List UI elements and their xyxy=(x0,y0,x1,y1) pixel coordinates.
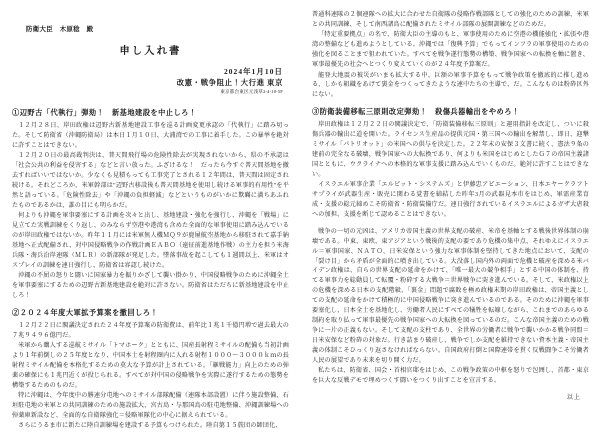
section-1 xyxy=(12,109,289,302)
column-right xyxy=(300,0,600,418)
section-2-paragraph-1: １２月２２日に閣議決定された２４年度予算案の防衛費は、前年比１兆１千億円増で過去最大の７兆９４９６億円だ。 xyxy=(12,322,289,339)
section-4-paragraph-1: 戦争の一切の元凶は、アメリカ帝国主義の世界支配の破産、米帝を基軸とする戦後世界体制の崩壊である。中東、東欧、東アジアという戦後的支配の要であり危機の集中点、それゆえにイスラエル＝軍事国家、ＮＡＴＯ、日米安保という強力な軍事体制を堅持してきた地点において、支配の「裂け目」から矛盾が全面的に噴き出している。大没落し国内外の両面で危機と破産を深める米バイデン政権は、自らの世界支配の延命をかけて、「唯一最大の競争相手」とする中国の体制を、持てる軍事力を総動員して転覆・粉砕する大戦争＝世界戦争に突き進んでいる。そして、米政権以上の危機を深める日本の支配階級、「裏金」問題で腐敗を極め政権末期の岸田政権は、帝国主義としての支配の延命をかけて積極的に中国侵略戦争に突き進んでいるのである。そのために沖縄を軍事要塞化し、日本全土を基地化し、労働者人民にすべての犠牲を転嫁しながら、これまでのあらゆる制約を取り払って軍事最優先の戦争国家への大転換を図っているのだ。こんな帝国主義のための戦争に一片の正義もない。そして支配の支柱であり、全世界の労働者に戦争で襲いかかる戦争同盟＝日米安保など粉砕の対象だ。行き詰まり破産し、戦争でしか支配を維持できない資本主義・帝国主義の体制こそひっくり返さなければならない。自国政府打倒と国際連帯を貫く反戦闘争こそ労働者人民の展望であり未来を切り開く力だ。 xyxy=(312,228,589,364)
section-4 xyxy=(312,228,589,387)
section-1-paragraph-1: １２月２８日、岸田政権は辺野古新基地建設工事を巡る計画変更承認の「代執行」に踏み切った。そして防衛省（沖縄防衛局）は本日１月１０日、大浦湾での工事に着手した。この暴挙を絶対に許すことはできない。 xyxy=(12,122,289,149)
closing-mark: 以上 xyxy=(566,394,581,401)
section-2 xyxy=(12,309,289,432)
section-1-paragraph-4: 沖縄の不屈の怒りと闘いに国家暴力を振りかざして襲い掛かり、中国侵略戦争のために沖縄全土を軍事要塞にするための辺野古新基地建設を絶対に許さない。防衛省はただちに新基地建設を中止しろ！ xyxy=(12,273,289,299)
section-1-paragraph-2: １２月２０日の最高裁判決は、普天間飛行場の危険性除去が実現されないから、県の不承認は「社会公共の利益を侵害する」などと言い放った。ふざけるな！ だったら今すぐ普天間基地を撤去すればいいではないか。少なくも見積もっても工事完了とされる１２年間は、普天間は固定され続ける。それどころか、米軍幹部は"辺野古移設後も普天間基地を使用し続ける軍事的有用性"を平然と語っている。「危険性除去」や「沖縄の負担軽減」などというものがいかに欺瞞に満ちあふれたものであるかは、誰の目にも明らかだ。 xyxy=(12,153,289,209)
section-divider-3 xyxy=(312,221,589,228)
organization-address: 東京都台東区元浅草2-4-10-5F xyxy=(220,89,283,95)
section-divider-1 xyxy=(12,302,289,309)
section-3-paragraph-2: イスラエル軍事企業「エルビット・システムズ」と伊藤忠アビエーション、日本エヤークラフトサプライが武器生産・販売に関わる覚書を締結した昨年3月の武器見本市をはじめ、軍需産業育成・支援の総元締めこそ防衛省・防衛装備庁だ。連日強行されているイスラエルによるガザ大虐殺への加担、支援を断じて認めることはできない。 xyxy=(312,182,589,218)
section-1-heading: ①辺野古「代執行」弾劾！ 新基地建設を中止しろ！ xyxy=(12,109,197,118)
section-1-paragraph-3: 何よりも沖縄を軍事要塞にする計画を次々と出し、基地建設・強化を強行し、沖縄を「戦場」に見立てた実戦訓練をくり返し、のみならず空港や港湾も含めた全面的な軍事使用に踏み込んでいるのが岸田政権ではないか。昨年１１月には米軍無人機ＭＱ９が鹿屋航空基地から移駐されて嘉手納基地へ正式配備され、対中国侵略戦争の作戦計画ＥＡＢＯ（遠征前進基地作戦）の主力を担う米海兵隊・海兵沿岸連隊（ＭＬＲ）の新部隊が発足した。墜落事故を起こしても１週間以上、米軍はオスプレイの訓練を連日強行し、防衛省は容認し続けた。 xyxy=(12,213,289,269)
section-2-paragraph-4: さらにうるま市に新たに陸自訓練場を建設する予算もつけられた。陸自第１５旅団の師団化、 xyxy=(18,423,282,430)
section-2-continued xyxy=(312,11,589,101)
column-left xyxy=(0,0,300,430)
section-3-paragraph-1: 岸田政権は１２月２２日の閣議決定で、「防衛装備移転三原則」と運用指針を改定し、ついに殺傷兵器の輸出に道を開いた。ライセンス生産品の提供元国・第三国への輸出を解禁し、即日、迎撃ミサイル「パトリオット」の米国への供与を決定した。２２年末の安保３文書に続く、憲法９条の建前の完全なる破壊、戦争国家への大転換であり、何よりも米国をはじめとしたＧ７の帝国主義諸国とともに、ウクライナへの本格的な軍事支援に踏み込んでいくものだ。絶対に許すことはできない。 xyxy=(312,122,589,178)
section-2-paragraph-3: 特に沖縄は、今年度中の勝連分屯地へのミサイル部隊配備（連隊本部設置）に伴う施設整備、石垣駐屯地の米軍との共同訓練のための施設拡大、宮古島・与那国島の駐屯地整備、沖縄訓練場への弾薬庫新設など、全面的な自衛隊強化＝侵略軍隊化の中心に据えられている。 xyxy=(12,393,289,419)
section-2-cont-paragraph-1: 普通科連隊の２個連隊への拡大に合わせた自衛隊の侵略作戦部隊としての強化のための訓練、米軍との共同訓練、そして南西諸島に配備されたミサイル部隊の展開訓練などのためだ。 xyxy=(312,12,589,28)
section-2-cont-paragraph-3: 能登大地震の被災がいまも拡大する中、巨額の軍事予算をもって戦争政策を徹底的に推し進める、しかも組織をあげて裏金をつくってきたような連中たちの主導で、だ。こんなものは粉砕区外にない。 xyxy=(312,72,589,99)
section-2-heading: ②２０２４年度大軍拡予算案を撤回しろ！ xyxy=(12,308,159,317)
section-2-cont-paragraph-2: 「特定重要拠点」の名で、防衛大臣の主導のもと、軍事使用のために空港の機能強化・拡張や港湾の整備なども進めようとしている。沖縄では「復興予算」でもってインフラの軍事使用のための強化を図ることまで狙われていた。すべてを戦争遂行態勢の構築、戦争国家への転換を軸に置き、軍事最優先の社会へとつくり変えていくのが２４年度予算案だ。 xyxy=(312,32,589,69)
section-2-paragraph-2: 米軍から購入する巡航ミサイル「トマホーク」とともに、国産長射程ミサイルの配備も当初計画より１年前倒しの２５年度となり、中国本土を射程圏内に入れる射程１０００〜３０００ｋｍの長射程ミサイル配備を本格化するための莫大な予算が計上されている。「継戦能力」向上のための弾薬の確保にも１兆円近くが投じられる。すべてが対中国の侵略戦争を実際に遂行するための態勢を構築するためのものだ。 xyxy=(12,342,289,389)
issuing-organization: 改憲・戦争阻止！大行進 東京 xyxy=(176,77,283,87)
addressee: 防衛大臣 木原稔 殿 xyxy=(26,26,94,33)
page-title: 申し入れ書 xyxy=(119,45,182,57)
document-date: 2024年1月10日 xyxy=(223,66,283,76)
section-4-paragraph-2: 私たちは、防衛省、国会・首相官邸をはじめ、この戦争政策の中枢を怒りで包囲し、首都・東京を巨大な反戦デモで埋めつくす闘いをつくり出すことを宣言する。 xyxy=(312,368,589,385)
section-3 xyxy=(312,108,589,220)
document-meta xyxy=(12,67,283,96)
section-3-heading: ③防衛装備移転三原則改定弾劾！ 殺傷兵器輸出をやめろ！ xyxy=(312,108,520,117)
